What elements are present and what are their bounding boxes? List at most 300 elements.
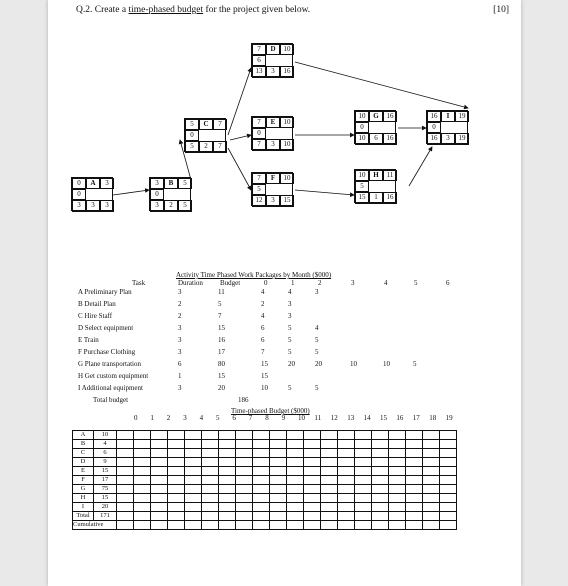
budget-cell[interactable] xyxy=(117,494,134,503)
budget-cell[interactable] xyxy=(236,431,253,440)
budget-cell[interactable] xyxy=(219,449,236,458)
budget-cell[interactable] xyxy=(355,512,372,521)
cumulative-cell[interactable] xyxy=(389,521,406,530)
budget-cell[interactable] xyxy=(117,449,134,458)
wp-m1: 10 xyxy=(261,384,268,392)
budget-cell[interactable] xyxy=(372,440,389,449)
budget-cell[interactable] xyxy=(389,503,406,512)
budget-row xyxy=(73,476,457,485)
cumulative-cell[interactable] xyxy=(338,521,355,530)
node-g-lf: 6 xyxy=(369,133,383,145)
node-a-id: A xyxy=(86,178,100,189)
budget-cell[interactable] xyxy=(219,431,236,440)
cumulative-cell[interactable] xyxy=(236,521,253,530)
work-package-row xyxy=(78,324,498,332)
wp-duration: 6 xyxy=(178,360,182,368)
budget-cell[interactable] xyxy=(168,485,185,494)
budget-cell[interactable] xyxy=(117,458,134,467)
budget-cell[interactable] xyxy=(270,458,287,467)
budget-cell[interactable] xyxy=(372,503,389,512)
budget-cell[interactable] xyxy=(440,503,457,512)
budget-cell[interactable] xyxy=(338,494,355,503)
budget-cell[interactable] xyxy=(253,512,270,521)
wp-task: F Purchase Clothing xyxy=(78,348,136,356)
budget-cell[interactable] xyxy=(219,467,236,476)
budget-row-value: 6 xyxy=(94,449,117,458)
budget-cell[interactable] xyxy=(287,440,304,449)
wp-duration: 3 xyxy=(178,384,182,392)
budget-column-7: 7 xyxy=(248,414,253,422)
budget-cell[interactable] xyxy=(236,467,253,476)
budget-cell[interactable] xyxy=(372,485,389,494)
budget-cell[interactable] xyxy=(389,458,406,467)
network-node-i xyxy=(426,110,468,144)
budget-cell[interactable] xyxy=(423,467,440,476)
budget-cell[interactable] xyxy=(151,494,168,503)
budget-cell[interactable] xyxy=(185,440,202,449)
budget-cell[interactable] xyxy=(338,467,355,476)
budget-cell[interactable] xyxy=(134,503,151,512)
budget-cell[interactable] xyxy=(151,476,168,485)
node-i-slack: 16 xyxy=(427,133,441,145)
budget-cell[interactable] xyxy=(253,494,270,503)
cumulative-cell[interactable] xyxy=(151,521,168,530)
node-a-slack: 3 xyxy=(72,200,86,212)
budget-cell[interactable] xyxy=(389,476,406,485)
budget-cell[interactable] xyxy=(202,431,219,440)
budget-cell[interactable] xyxy=(236,476,253,485)
cumulative-row xyxy=(73,521,457,530)
wp-m3: 5 xyxy=(315,336,319,344)
node-h-es: 10 xyxy=(355,170,369,181)
wp-m2: 3 xyxy=(288,312,292,320)
wp-task: D Select equipment xyxy=(78,324,134,332)
budget-cell[interactable] xyxy=(151,458,168,467)
budget-cell[interactable] xyxy=(304,485,321,494)
budget-cell[interactable] xyxy=(253,476,270,485)
cumulative-cell[interactable] xyxy=(406,521,423,530)
budget-cell[interactable] xyxy=(321,449,338,458)
budget-cell[interactable] xyxy=(304,431,321,440)
budget-cell[interactable] xyxy=(151,431,168,440)
budget-cell[interactable] xyxy=(168,440,185,449)
budget-cell[interactable] xyxy=(185,467,202,476)
budget-cell[interactable] xyxy=(270,503,287,512)
budget-cell[interactable] xyxy=(151,440,168,449)
budget-column-2: 2 xyxy=(166,414,171,422)
node-h-slack: 15 xyxy=(355,192,369,204)
budget-cell[interactable] xyxy=(134,458,151,467)
wp-m3: 3 xyxy=(315,288,319,296)
budget-cell[interactable] xyxy=(406,449,423,458)
budget-cell[interactable] xyxy=(372,449,389,458)
budget-row-label: C xyxy=(73,449,94,458)
node-g-es: 10 xyxy=(355,111,369,122)
budget-cell[interactable] xyxy=(168,458,185,467)
budget-cell[interactable] xyxy=(219,476,236,485)
budget-cell[interactable] xyxy=(389,485,406,494)
cumulative-cell[interactable] xyxy=(253,521,270,530)
budget-cell[interactable] xyxy=(236,494,253,503)
wp-m1: 6 xyxy=(261,336,265,344)
budget-cell[interactable] xyxy=(423,449,440,458)
budget-cell[interactable] xyxy=(338,440,355,449)
budget-cell[interactable] xyxy=(389,467,406,476)
budget-row-value: 10 xyxy=(94,431,117,440)
budget-cell[interactable] xyxy=(219,458,236,467)
budget-cell[interactable] xyxy=(355,467,372,476)
node-b-lf: 2 xyxy=(164,200,178,212)
budget-cell[interactable] xyxy=(287,458,304,467)
budget-cell[interactable] xyxy=(270,494,287,503)
budget-cell[interactable] xyxy=(304,494,321,503)
budget-cell[interactable] xyxy=(321,494,338,503)
node-c-ef: 7 xyxy=(213,141,227,153)
budget-cell[interactable] xyxy=(355,485,372,494)
budget-column-12: 12 xyxy=(330,414,338,422)
budget-cell[interactable] xyxy=(338,458,355,467)
cumulative-cell[interactable] xyxy=(423,521,440,530)
budget-cell[interactable] xyxy=(270,467,287,476)
budget-cell[interactable] xyxy=(440,458,457,467)
wp-m3: 20 xyxy=(315,360,322,368)
budget-cell[interactable] xyxy=(202,467,219,476)
budget-cell[interactable] xyxy=(423,431,440,440)
budget-cell[interactable] xyxy=(372,512,389,521)
wp-m5: 10 xyxy=(383,360,390,368)
budget-cell[interactable] xyxy=(321,431,338,440)
budget-cell[interactable] xyxy=(287,431,304,440)
budget-cell[interactable] xyxy=(185,476,202,485)
budget-cell[interactable] xyxy=(321,458,338,467)
node-h-lf: 1 xyxy=(369,192,383,204)
budget-cell[interactable] xyxy=(253,458,270,467)
budget-cell[interactable] xyxy=(355,449,372,458)
budget-cell[interactable] xyxy=(355,431,372,440)
budget-cell[interactable] xyxy=(321,467,338,476)
budget-cell[interactable] xyxy=(168,431,185,440)
budget-cell[interactable] xyxy=(321,476,338,485)
budget-cell[interactable] xyxy=(287,467,304,476)
node-h-id: H xyxy=(369,170,383,181)
budget-cell[interactable] xyxy=(117,440,134,449)
budget-column-18: 18 xyxy=(429,414,437,422)
budget-cell[interactable] xyxy=(219,440,236,449)
budget-row xyxy=(73,512,457,521)
cumulative-cell[interactable] xyxy=(304,521,321,530)
budget-cell[interactable] xyxy=(151,503,168,512)
cumulative-cell[interactable] xyxy=(287,521,304,530)
budget-cell[interactable] xyxy=(236,458,253,467)
budget-cell[interactable] xyxy=(287,476,304,485)
cumulative-cell[interactable] xyxy=(202,521,219,530)
budget-cell[interactable] xyxy=(134,512,151,521)
budget-cell[interactable] xyxy=(355,476,372,485)
budget-cell[interactable] xyxy=(338,485,355,494)
budget-cell[interactable] xyxy=(151,485,168,494)
node-d-es: 7 xyxy=(252,44,266,55)
budget-cell[interactable] xyxy=(372,467,389,476)
budget-cell[interactable] xyxy=(406,458,423,467)
budget-cell[interactable] xyxy=(202,512,219,521)
budget-cell[interactable] xyxy=(321,440,338,449)
budget-cell[interactable] xyxy=(304,503,321,512)
budget-cell[interactable] xyxy=(440,512,457,521)
budget-cell[interactable] xyxy=(236,449,253,458)
budget-cell[interactable] xyxy=(185,458,202,467)
budget-cell[interactable] xyxy=(338,431,355,440)
budget-cell[interactable] xyxy=(423,440,440,449)
budget-cell[interactable] xyxy=(355,494,372,503)
budget-cell[interactable] xyxy=(389,440,406,449)
wp-duration: 3 xyxy=(178,288,182,296)
budget-cell[interactable] xyxy=(440,440,457,449)
node-e-es: 7 xyxy=(252,117,266,128)
budget-cell[interactable] xyxy=(202,503,219,512)
budget-cell[interactable] xyxy=(406,476,423,485)
budget-cell[interactable] xyxy=(253,440,270,449)
node-h-ls: 5 xyxy=(355,181,369,192)
budget-cell[interactable] xyxy=(219,503,236,512)
budget-row-value: 4 xyxy=(94,440,117,449)
budget-cell[interactable] xyxy=(117,485,134,494)
wp-m1: 6 xyxy=(261,324,265,332)
budget-row-value: 15 xyxy=(94,494,117,503)
budget-cell[interactable] xyxy=(134,440,151,449)
budget-cell[interactable] xyxy=(304,476,321,485)
node-d-duration: 10 xyxy=(280,44,294,55)
budget-cell[interactable] xyxy=(168,467,185,476)
budget-column-15: 15 xyxy=(380,414,387,422)
budget-cell[interactable] xyxy=(270,431,287,440)
cumulative-cell[interactable] xyxy=(185,521,202,530)
budget-cell[interactable] xyxy=(389,494,406,503)
budget-cell[interactable] xyxy=(355,458,372,467)
network-node-h xyxy=(354,169,396,203)
budget-cell[interactable] xyxy=(185,494,202,503)
budget-row-value: 17 xyxy=(94,476,117,485)
budget-cell[interactable] xyxy=(372,476,389,485)
cumulative-cell[interactable] xyxy=(321,521,338,530)
wp-m1: 2 xyxy=(261,300,265,308)
budget-column-16: 16 xyxy=(396,414,404,422)
budget-cell[interactable] xyxy=(185,431,202,440)
budget-cell[interactable] xyxy=(253,431,270,440)
budget-cell[interactable] xyxy=(389,449,406,458)
budget-cell[interactable] xyxy=(287,503,304,512)
budget-cell[interactable] xyxy=(168,449,185,458)
cumulative-label: Cumulative xyxy=(73,521,117,530)
budget-cell[interactable] xyxy=(236,512,253,521)
budget-cell[interactable] xyxy=(423,458,440,467)
budget-cell[interactable] xyxy=(440,449,457,458)
budget-cell[interactable] xyxy=(185,512,202,521)
budget-cell[interactable] xyxy=(338,503,355,512)
budget-cell[interactable] xyxy=(406,512,423,521)
budget-cell[interactable] xyxy=(270,440,287,449)
cumulative-cell[interactable] xyxy=(440,521,457,530)
budget-cell[interactable] xyxy=(440,485,457,494)
budget-cell[interactable] xyxy=(117,476,134,485)
budget-cell[interactable] xyxy=(134,467,151,476)
budget-cell[interactable] xyxy=(389,512,406,521)
budget-cell[interactable] xyxy=(134,494,151,503)
budget-cell[interactable] xyxy=(440,476,457,485)
budget-cell[interactable] xyxy=(338,449,355,458)
node-g-ls: 0 xyxy=(355,122,369,133)
budget-cell[interactable] xyxy=(321,485,338,494)
budget-cell[interactable] xyxy=(355,503,372,512)
budget-cell[interactable] xyxy=(151,512,168,521)
budget-cell[interactable] xyxy=(219,494,236,503)
budget-cell[interactable] xyxy=(185,503,202,512)
budget-cell[interactable] xyxy=(117,431,134,440)
budget-cell[interactable] xyxy=(151,449,168,458)
budget-column-4: 4 xyxy=(199,414,204,422)
budget-cell[interactable] xyxy=(185,449,202,458)
budget-cell[interactable] xyxy=(287,512,304,521)
budget-cell[interactable] xyxy=(440,467,457,476)
budget-cell[interactable] xyxy=(151,467,168,476)
budget-cell[interactable] xyxy=(321,512,338,521)
budget-cell[interactable] xyxy=(270,512,287,521)
node-f-es: 7 xyxy=(252,173,266,184)
budget-cell[interactable] xyxy=(134,449,151,458)
wp-budget: 5 xyxy=(218,300,222,308)
budget-cell[interactable] xyxy=(389,431,406,440)
budget-cell[interactable] xyxy=(270,476,287,485)
budget-cell[interactable] xyxy=(304,449,321,458)
budget-cell[interactable] xyxy=(219,485,236,494)
budget-cell[interactable] xyxy=(236,503,253,512)
budget-cell[interactable] xyxy=(253,449,270,458)
budget-cell[interactable] xyxy=(117,503,134,512)
node-f-lf: 3 xyxy=(266,195,280,207)
budget-cell[interactable] xyxy=(355,440,372,449)
budget-cell[interactable] xyxy=(406,485,423,494)
total-budget-value: 186 xyxy=(238,396,249,404)
budget-cell[interactable] xyxy=(406,467,423,476)
budget-row-label: A xyxy=(73,431,94,440)
budget-cell[interactable] xyxy=(253,467,270,476)
budget-cell[interactable] xyxy=(253,485,270,494)
budget-cell[interactable] xyxy=(185,485,202,494)
budget-cell[interactable] xyxy=(304,458,321,467)
wp-duration: 2 xyxy=(178,300,182,308)
budget-cell[interactable] xyxy=(168,503,185,512)
budget-cell[interactable] xyxy=(287,485,304,494)
cumulative-cell[interactable] xyxy=(372,521,389,530)
budget-cell[interactable] xyxy=(134,476,151,485)
budget-cell[interactable] xyxy=(338,476,355,485)
budget-cell[interactable] xyxy=(117,512,134,521)
budget-cell[interactable] xyxy=(168,512,185,521)
budget-cell[interactable] xyxy=(423,503,440,512)
budget-cell[interactable] xyxy=(406,440,423,449)
budget-cell[interactable] xyxy=(423,476,440,485)
budget-cell[interactable] xyxy=(423,485,440,494)
budget-cell[interactable] xyxy=(168,494,185,503)
node-e-lf: 3 xyxy=(266,139,280,151)
budget-cell[interactable] xyxy=(406,503,423,512)
budget-cell[interactable] xyxy=(202,494,219,503)
budget-cell[interactable] xyxy=(253,503,270,512)
wp-budget: 16 xyxy=(218,336,225,344)
node-f-duration: 10 xyxy=(280,173,294,184)
node-i-duration: 19 xyxy=(455,111,469,122)
budget-cell[interactable] xyxy=(287,494,304,503)
budget-cell[interactable] xyxy=(423,512,440,521)
budget-cell[interactable] xyxy=(202,485,219,494)
cumulative-cell[interactable] xyxy=(117,521,134,530)
budget-cell[interactable] xyxy=(372,431,389,440)
budget-cell[interactable] xyxy=(202,449,219,458)
work-package-row xyxy=(78,384,498,392)
node-i-id: I xyxy=(441,111,455,122)
budget-cell[interactable] xyxy=(168,476,185,485)
work-package-row xyxy=(78,312,498,320)
cumulative-cell[interactable] xyxy=(219,521,236,530)
cumulative-cell[interactable] xyxy=(134,521,151,530)
duration-header: Duration xyxy=(178,279,203,287)
budget-cell[interactable] xyxy=(134,485,151,494)
budget-cell[interactable] xyxy=(440,431,457,440)
wp-m3: 5 xyxy=(315,384,319,392)
budget-cell[interactable] xyxy=(134,431,151,440)
budget-cell[interactable] xyxy=(372,458,389,467)
budget-header: Budget xyxy=(220,279,241,287)
budget-cell[interactable] xyxy=(321,503,338,512)
wp-task: H Get custom equipment xyxy=(78,372,149,380)
budget-cell[interactable] xyxy=(270,485,287,494)
budget-cell[interactable] xyxy=(202,458,219,467)
wp-budget: 15 xyxy=(218,324,225,332)
budget-cell[interactable] xyxy=(287,449,304,458)
wp-m2: 5 xyxy=(288,324,292,332)
node-b-duration: 5 xyxy=(178,178,192,189)
budget-cell[interactable] xyxy=(406,431,423,440)
question-underlined-term: time-phased budget xyxy=(128,5,204,15)
budget-cell[interactable] xyxy=(304,512,321,521)
budget-row-label: E xyxy=(73,467,94,476)
budget-cell[interactable] xyxy=(440,494,457,503)
budget-cell[interactable] xyxy=(406,494,423,503)
cumulative-cell[interactable] xyxy=(270,521,287,530)
cumulative-cell[interactable] xyxy=(355,521,372,530)
cumulative-cell[interactable] xyxy=(168,521,185,530)
wp-budget: 80 xyxy=(218,360,225,368)
budget-cell[interactable] xyxy=(117,467,134,476)
budget-row-label: H xyxy=(73,494,94,503)
budget-cell[interactable] xyxy=(338,512,355,521)
budget-cell[interactable] xyxy=(202,476,219,485)
budget-cell[interactable] xyxy=(202,440,219,449)
node-e-ls: 0 xyxy=(252,128,266,139)
budget-cell[interactable] xyxy=(423,494,440,503)
budget-cell[interactable] xyxy=(270,449,287,458)
wp-duration: 3 xyxy=(178,348,182,356)
wp-m1: 7 xyxy=(261,348,265,356)
budget-cell[interactable] xyxy=(304,467,321,476)
budget-cell[interactable] xyxy=(219,512,236,521)
budget-column-3: 3 xyxy=(183,414,187,422)
budget-cell[interactable] xyxy=(304,440,321,449)
budget-cell[interactable] xyxy=(236,485,253,494)
node-e-id: E xyxy=(266,117,280,128)
node-a-ef: 3 xyxy=(100,200,114,212)
budget-cell[interactable] xyxy=(236,440,253,449)
budget-cell[interactable] xyxy=(372,494,389,503)
